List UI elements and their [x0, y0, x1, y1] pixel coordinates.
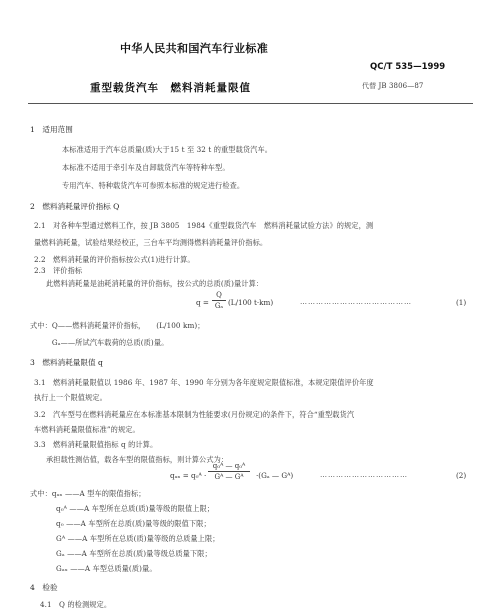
- eq2-def-2: q₀ᴬ ——A 车型所在总质(质)量等级的限值上限；: [56, 504, 215, 513]
- eq2-def-6: Gₐₓ ——A 车型总质量(质)量。: [56, 564, 157, 573]
- s3-3-heading: 3.3 燃料消耗量限值指标 q 的计算。: [34, 440, 158, 449]
- eq1-where-2: Gₐ——所试汽车载荷的总质(质)量。: [30, 338, 169, 347]
- eq2-fraction-bar: [208, 471, 250, 472]
- eq1-leader-dots: ……………………………………: [300, 298, 412, 306]
- s2-1-line-1: 2.1 对各种车型通过燃料工作，按 JB 3805 1984《重型载货汽车 燃料消耗量试验方法》的规定，测: [34, 221, 374, 230]
- eq2-def-4: Gᴬ ——A 车型所在总质(质)量等级的总质量上限；: [56, 534, 220, 543]
- s1-line-1: 本标准适用于汽车总质量(质)大于15 t 至 32 t 的重型载货汽车。: [62, 145, 273, 154]
- standard-title: 重型载货汽车 燃料消耗量限值: [90, 82, 251, 94]
- eq2-number: (2): [456, 471, 467, 480]
- eq2-leader-dots: ……………………………: [320, 471, 408, 479]
- eq1-lhs: q =: [196, 298, 209, 307]
- s2-1-line-2: 量燃料消耗量，试验结果经校正，三台车平均测得燃料消耗量评价指标。: [34, 238, 268, 247]
- eq2-lhs: qₐₓ = q₀ᴬ ·: [170, 471, 207, 480]
- eq2-numerator: q₀ᴬ — q₀ᴬ: [212, 462, 246, 470]
- s4-1-line: 4.1 Q 的检测规定。: [40, 600, 112, 609]
- eq1-denominator: Gₐ: [214, 302, 224, 310]
- eq1-unit: (L/100 t·km): [228, 298, 274, 307]
- eq2-denominator: Gᴬ — Gᴬ: [214, 473, 244, 481]
- eq2-def-1: 式中：qₐₓ ——A 型车的限值指标；: [30, 489, 146, 498]
- eq1-fraction-bar: [212, 300, 226, 301]
- s2-3-heading: 2.3 评价指标: [34, 266, 83, 275]
- eq1-numerator: Q: [216, 291, 222, 299]
- s1-line-2: 本标准不适用于牵引车及自卸载货汽车等特种车型。: [62, 163, 230, 172]
- section-3-heading: 3 燃料消耗量限值 q: [30, 358, 103, 367]
- eq1-number: (1): [456, 298, 467, 307]
- s3-2-line-2: 车燃料消耗量限值标准”的规定。: [34, 425, 140, 434]
- eq1-fraction: [212, 291, 226, 310]
- s3-1-line-1: 3.1 燃料消耗量限值以 1986 年、1987 年、1990 年分别为各年度规定限值标准，本规定限值评价年度: [34, 378, 374, 387]
- s3-3-line: 承担载性测估值，载各车型的限值指标，则计算公式为：: [46, 455, 229, 464]
- s2-2-line: 2.2 燃料消耗量的评价指标按公式(1)进行计算。: [34, 255, 195, 264]
- replaces-note: 代替 JB 3806—87: [362, 82, 424, 90]
- s3-1-line-2: 执行上一个限值规定。: [34, 393, 107, 402]
- s3-2-line-1: 3.2 汽车型号在燃料消耗量应在本标准基本限制为性能要求(月份规定)的条件下，符合“重型载货汽: [34, 410, 355, 419]
- section-1-heading: 1 适用范围: [30, 125, 73, 134]
- eq2-def-5: Gₐ ——A 车型所在总质(质)量等级总质量下限；: [56, 549, 212, 558]
- eq2-tail: ·(Gₐ — Gᴬ): [256, 471, 294, 480]
- s1-line-3: 专用汽车、特种载货汽车可参照本标准的规定进行检查。: [62, 181, 245, 190]
- section-2-heading: 2 燃料消耗量评价指标 Q: [30, 202, 120, 211]
- s2-3-line: 此燃料消耗量是油耗消耗量的评价指标，按公式的总质(质)量计算：: [46, 279, 264, 288]
- eq1-where-1: 式中：Q——燃料消耗量评价指标， (L/100 km)；: [30, 321, 205, 330]
- eq2-fraction: [208, 462, 250, 481]
- header-rule: [28, 103, 473, 104]
- issuing-organization: 中华人民共和国汽车行业标准: [120, 42, 269, 55]
- section-4-heading: 4 检验: [30, 583, 58, 592]
- standard-code: QC/T 535—1999: [370, 62, 446, 72]
- eq2-def-3: q₀ ——A 车型所在总质(质)量等级的限值下限；: [56, 519, 211, 528]
